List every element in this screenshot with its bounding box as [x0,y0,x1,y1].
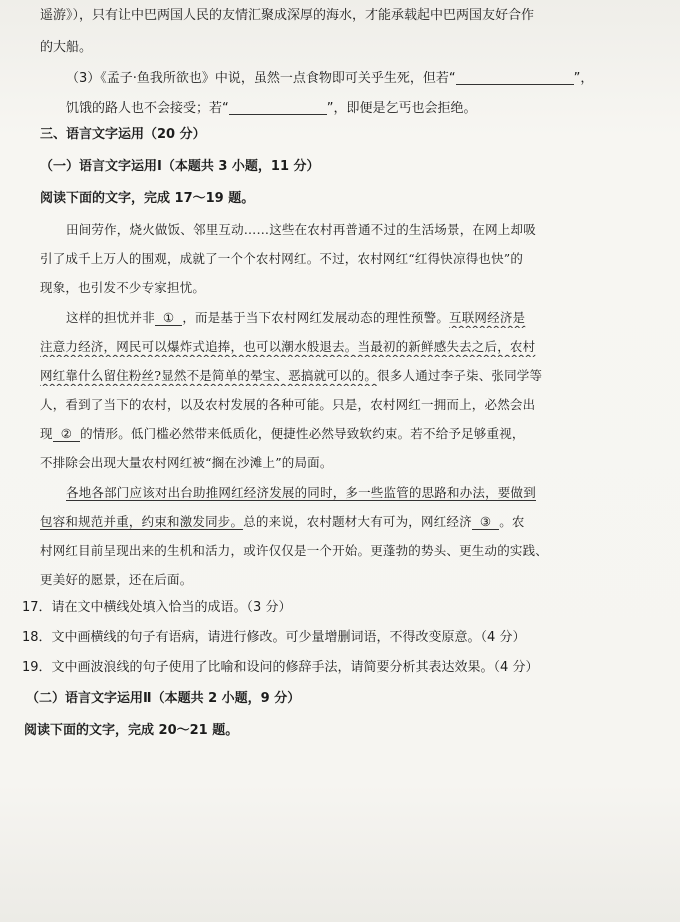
subsection-1-heading [40,157,656,177]
para-1-line-1 [40,220,656,240]
subsection-2-heading [26,689,656,709]
section-3-title: 三、语言文字运用（20 分） [40,127,206,142]
blank-3: ③ [472,515,499,530]
para-2-line-3 [40,366,656,386]
poem-tail-line-1 [40,6,656,26]
para-2-line-6 [40,453,656,473]
para-1-line-2 [40,249,656,269]
instruction-2 [24,721,656,741]
para-2-text-4: 人，看到了当下的农村，以及农村发展的各种可能。只是，农村网红一拥而上，必然会出 [40,397,536,412]
para-2-wavy-1: 互联网经济是 [449,310,526,325]
para-2-line-5 [40,424,656,444]
para-3-text-2b: 。农 [499,514,525,529]
para-2-wavy-3: 网红靠什么留住粉丝?显然不是简单的晕宝、恶搞就可以的。 [40,368,378,383]
para-2-line-4 [40,395,656,415]
blank-1: ① [155,311,182,326]
para-2-text-5a: 现 [40,426,53,441]
question-3-line2-prefix: 饥饿的路人也不会接受；若“ [66,101,229,116]
blank-2: ② [53,427,80,442]
question-3-prefix: （3）《孟子·鱼我所欲也》中说，虽然一点食物即可关乎生死，但若“ [66,71,456,86]
para-2-line-2 [40,337,656,357]
question-17-text: 17．请在文中横线处填入恰当的成语。（3 分） [22,600,292,615]
para-3-text-2a: 总的来说，农村题材大有可为，网红经济 [243,514,472,529]
para-1-text-2: 引了成千上万人的围观，成就了一个个农村网红。不过，农村网红“红得快凉得也快”的 [40,251,524,266]
para-3-underlined-2: 包容和规范并重，约束和激发同步。 [40,514,244,529]
para-3-text-3: 村网红目前呈现出来的生机和活力，或许仅仅是一个开始。更蓬勃的势头、更生动的实践、 [40,543,549,558]
para-2-text-1b: ，而是基于当下农村网红发展动态的理性预警。 [182,310,450,325]
instruction-1 [40,189,656,209]
para-3-line-3 [40,541,656,561]
para-2-text-3b: 很多人通过李子柒、张同学等 [377,368,543,383]
para-2-text-6: 不排除会出现大量农村网红被“搁在沙滩上”的局面。 [40,455,333,470]
question-3-line-2 [40,99,656,119]
question-19-text: 19．文中画波浪线的句子使用了比喻和设问的修辞手法，请简要分析其表达效果。（4 分） [22,660,539,675]
question-19 [22,658,656,678]
question-3-blank-2 [229,100,327,115]
para-3-line-4 [40,570,656,590]
subsection-1-title: （一）语言文字运用Ⅰ（本题共 3 小题，11 分） [40,159,320,174]
question-18 [22,628,656,648]
para-1-text-3: 现象，也引发不少专家担忧。 [40,280,206,295]
poem-tail-text-2: 的大船。 [40,40,93,55]
poem-tail-text-1: 遥游》），只有让中巴两国人民的友情汇聚成深厚的海水，才能承载起中巴两国友好合作 [40,8,535,23]
instruction-2-text: 阅读下面的文字，完成 20～21 题。 [24,723,239,738]
poem-tail-line-2 [40,38,656,58]
para-2-wavy-2: 注意力经济，网民可以爆炸式追捧，也可以潮水般退去。当最初的新鲜感失去之后，农村 [40,339,536,354]
para-1-line-3 [40,278,656,298]
para-3-line-1 [40,483,656,503]
question-3-mid: ”， [573,71,594,86]
question-3-line-1 [40,69,656,89]
question-18-text: 18．文中画横线的句子有语病，请进行修改。可少量增删词语，不得改变原意。（4 分） [22,630,526,645]
para-2-text-5b: 的情形。低门槛必然带来低质化，便捷性必然导致软约束。若不给予足够重视， [80,426,525,441]
para-2-text-1a: 这样的担忧并非 [66,310,155,325]
para-3-line-2 [40,512,656,532]
para-3-text-4: 更美好的愿景，还在后面。 [40,572,193,587]
para-3-underlined-1: 各地各部门应该对出台助推网红经济发展的同时，多一些监管的思路和办法，要做到 [66,485,536,500]
para-1-text-1: 田间劳作，烧火做饭、邻里互动……这些在农村再普通不过的生活场景，在网上却吸 [66,222,536,237]
question-3-line2-suffix: ”，即便是乞丐也会拒绝。 [326,101,477,116]
subsection-2-title: （二）语言文字运用Ⅱ（本题共 2 小题，9 分） [26,691,301,706]
section-3-heading [40,125,656,145]
question-3-blank-1 [456,70,574,85]
question-17 [22,598,656,618]
instruction-1-text: 阅读下面的文字，完成 17～19 题。 [40,191,255,206]
para-2-line-1 [40,308,656,328]
